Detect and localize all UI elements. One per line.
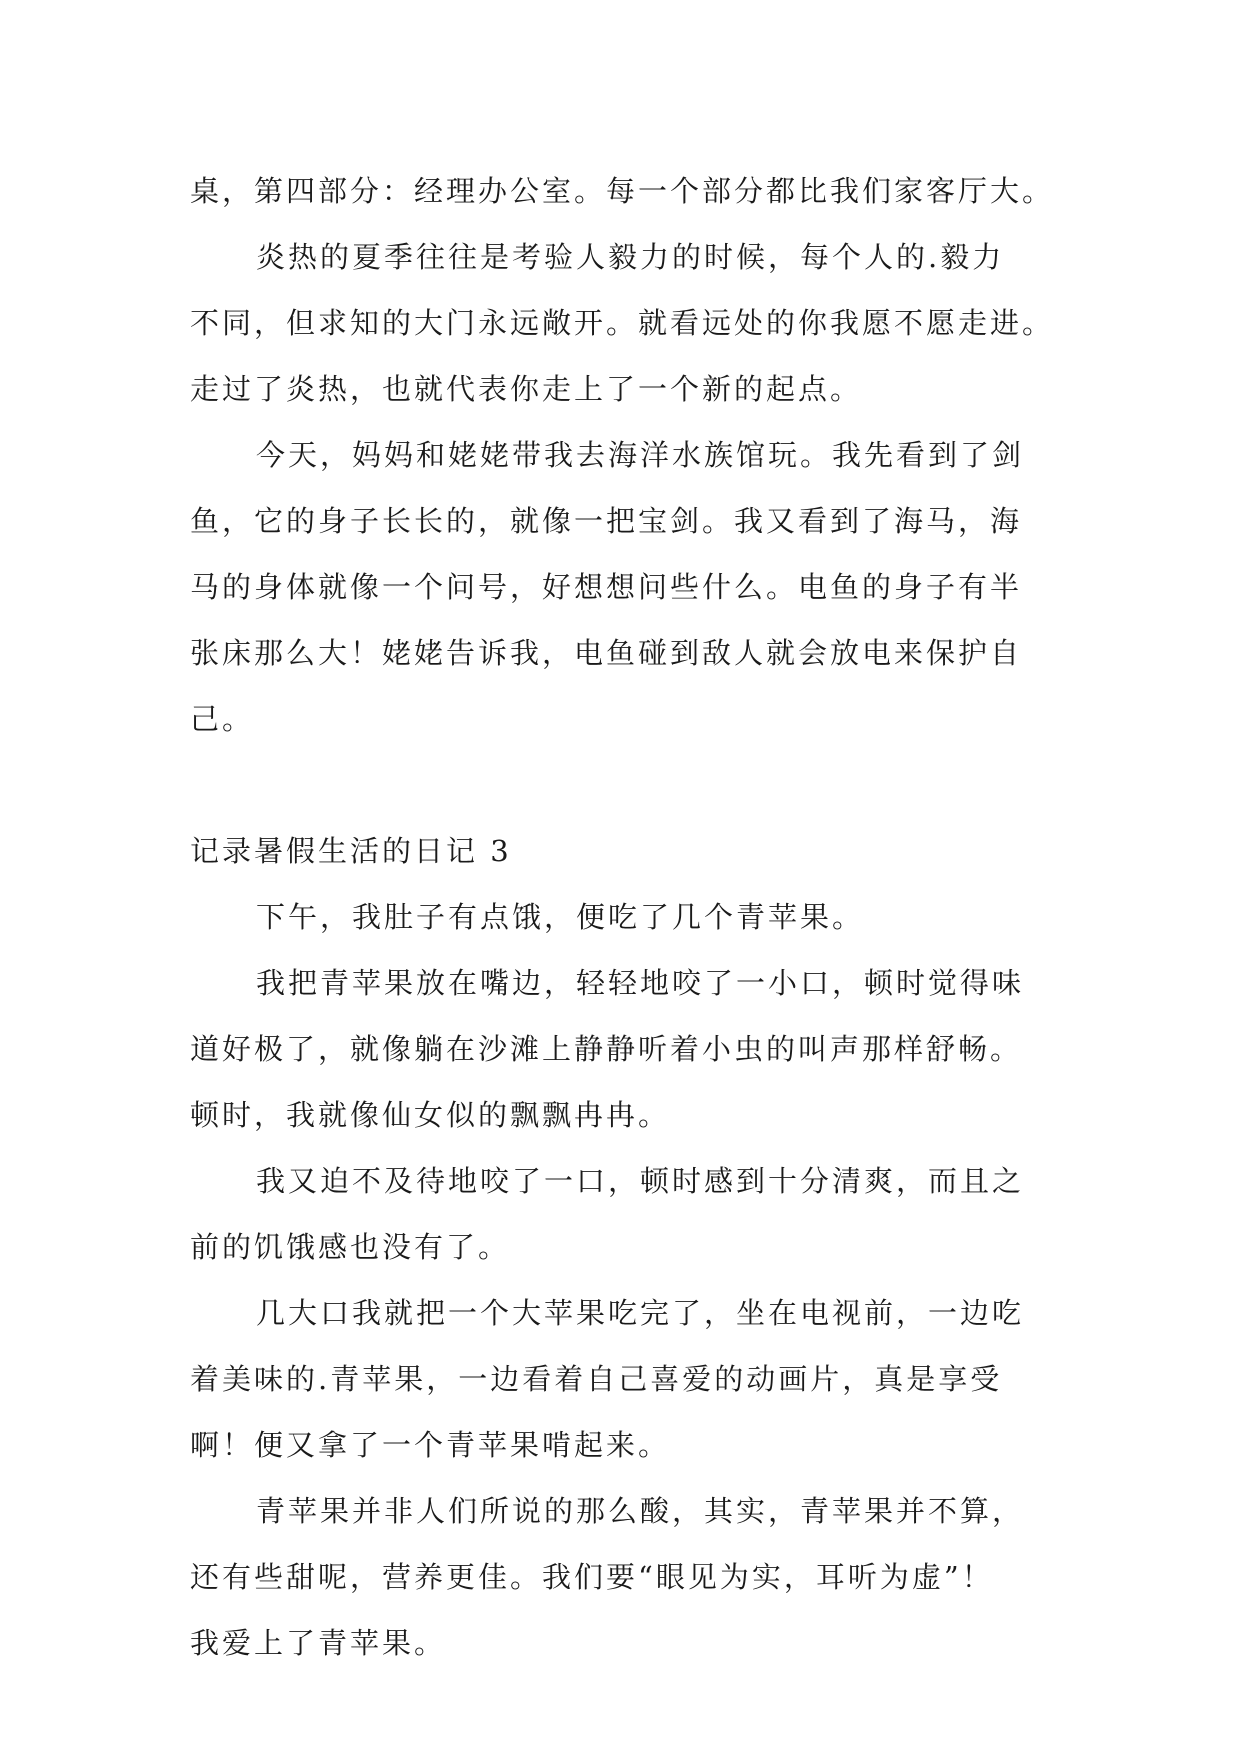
paragraph-gap [190, 752, 1070, 818]
paragraph-line: 几大口我就把一个大苹果吃完了，坐在电视前，一边吃 [256, 1296, 1025, 1330]
paragraph-line: 我把青苹果放在嘴边，轻轻地咬了一小口，顿时觉得味 [256, 966, 1025, 1000]
paragraph-line: 顿时，我就像仙女似的飘飘冉冉。 [190, 1098, 671, 1132]
paragraph-line: 今天，妈妈和姥姥带我去海洋水族馆玩。我先看到了剑 [256, 438, 1025, 472]
paragraph-line: 着美味的.青苹果，一边看着自己喜爱的动画片，真是享受 [190, 1362, 1003, 1396]
paragraph-line: 下午，我肚子有点饿，便吃了几个青苹果。 [256, 900, 865, 934]
paragraph-line: 啊！便又拿了一个青苹果啃起来。 [190, 1428, 671, 1462]
paragraph-line: 青苹果并非人们所说的那么酸，其实，青苹果并不算， [256, 1494, 1025, 1528]
paragraph-line: 鱼，它的身子长长的，就像一把宝剑。我又看到了海马，海 [190, 504, 1023, 538]
paragraph-line: 道好极了，就像躺在沙滩上静静听着小虫的叫声那样舒畅。 [190, 1032, 1023, 1066]
paragraph-line: 炎热的夏季往往是考验人毅力的时候，每个人的.毅力 [256, 240, 1005, 274]
paragraph-line: 己。 [190, 702, 255, 736]
paragraph-line: 马的身体就像一个问号，好想想问些什么。电鱼的身子有半 [190, 570, 1023, 604]
section-heading: 记录暑假生活的日记 3 [190, 834, 512, 868]
paragraph-line: 桌，第四部分：经理办公室。每一个部分都比我们家客厅大。 [190, 174, 1055, 208]
paragraph-line: 张床那么大！姥姥告诉我，电鱼碰到敌人就会放电来保护自 [190, 636, 1023, 670]
paragraph-line: 还有些甜呢，营养更佳。我们要“眼见为实，耳听为虚”！ [190, 1560, 994, 1594]
paragraph-line: 走过了炎热，也就代表你走上了一个新的起点。 [190, 372, 863, 406]
paragraph-line: 我又迫不及待地咬了一口，顿时感到十分清爽，而且之 [256, 1164, 1025, 1198]
article-body [190, 158, 1070, 1676]
paragraph-line: 不同，但求知的大门永远敞开。就看远处的你我愿不愿走进。 [190, 306, 1055, 340]
paragraph-line: 前的饥饿感也没有了。 [190, 1230, 511, 1264]
paragraph-line: 我爱上了青苹果。 [190, 1626, 447, 1660]
